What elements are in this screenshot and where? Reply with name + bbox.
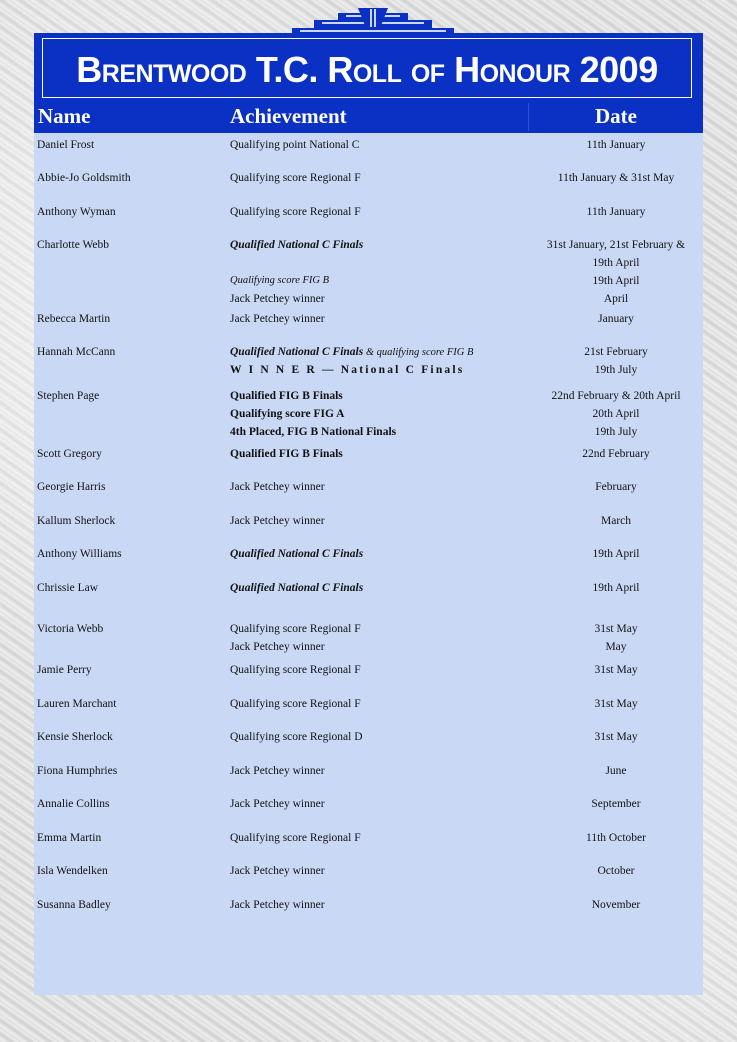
- date-cell: 31st May: [594, 623, 638, 635]
- row-line: [34, 405, 703, 423]
- date-cell: April: [603, 293, 629, 305]
- achievement-text: Qualified National C Finals: [230, 582, 364, 594]
- date-cell: October: [597, 865, 635, 877]
- row-line: [34, 829, 703, 847]
- achievement-cell: [230, 478, 325, 496]
- achievement-text: Jack Petchey winner: [230, 765, 325, 777]
- row-line: [34, 445, 703, 463]
- member-name: Victoria Webb: [37, 623, 104, 635]
- achievement-cell: [230, 695, 361, 713]
- member-name: Georgie Harris: [37, 481, 106, 493]
- date-cell: 21st February: [584, 346, 648, 358]
- achievement-text: Jack Petchey winner: [230, 481, 325, 493]
- achievement-cell: [230, 361, 464, 379]
- achievement-text: Qualifying score Regional F: [230, 172, 361, 184]
- achievement-cell: [230, 136, 359, 154]
- date-cell: May: [605, 641, 627, 653]
- member-name: Lauren Marchant: [37, 698, 117, 710]
- achievement-cell: [230, 512, 325, 530]
- row-line: [34, 862, 703, 880]
- row-line: [34, 728, 703, 746]
- row-line: [34, 290, 703, 308]
- row-line: [34, 254, 703, 272]
- date-cell: 31st January, 21st February &: [546, 239, 686, 251]
- member-name: Abbie-Jo Goldsmith: [37, 172, 131, 184]
- row-line: [34, 545, 703, 563]
- row-line: [34, 638, 703, 656]
- row-line: [34, 620, 703, 638]
- achievement-cell: [230, 620, 361, 638]
- achievement-cell: [230, 290, 325, 308]
- row-line: [34, 169, 703, 187]
- date-cell: 11th October: [586, 832, 646, 844]
- member-name: Fiona Humphries: [37, 765, 118, 777]
- art-deco-ornament: [292, 6, 454, 36]
- row-line: [34, 478, 703, 496]
- achievement-note: & qualifying score FIG B: [363, 347, 474, 358]
- date-cell: 31st May: [594, 731, 638, 743]
- achievement-text: Qualified National C Finals: [230, 239, 364, 251]
- member-name: Anthony Williams: [37, 548, 122, 560]
- achievement-text: Qualifying score FIG A: [230, 408, 345, 420]
- achievement-cell: [230, 343, 473, 362]
- row-line: [34, 361, 703, 379]
- achievement-cell: [230, 387, 343, 405]
- achievement-cell: [230, 795, 325, 813]
- achievement-cell: [230, 762, 325, 780]
- achievement-cell: [230, 862, 325, 880]
- member-name: Stephen Page: [37, 390, 100, 402]
- achievement-cell: [230, 896, 325, 914]
- date-cell: 11th January & 31st May: [557, 172, 675, 184]
- date-cell: November: [591, 899, 641, 911]
- achievement-cell: [230, 203, 361, 221]
- achievement-cell: [230, 728, 363, 746]
- member-name: Kallum Sherlock: [37, 515, 116, 527]
- member-name: Hannah McCann: [37, 346, 116, 358]
- date-cell: 11th January: [586, 139, 646, 151]
- member-name: Rebecca Martin: [37, 313, 111, 325]
- date-cell: 19th July: [594, 364, 638, 376]
- date-cell: 20th April: [592, 408, 640, 420]
- achievement-text: W I N N E R — National C Finals: [230, 364, 465, 376]
- roll-panel: [34, 33, 703, 995]
- achievement-cell: [230, 445, 343, 463]
- honour-table: [34, 33, 703, 995]
- achievement-text: Qualified National C Finals: [230, 548, 364, 560]
- achievement-text: Jack Petchey winner: [230, 515, 325, 527]
- achievement-text: Qualified FIG B Finals: [230, 390, 343, 402]
- achievement-text: Qualified National C Finals: [230, 346, 364, 358]
- achievement-cell: [230, 169, 361, 187]
- row-line: [34, 661, 703, 679]
- member-name: Susanna Badley: [37, 899, 111, 911]
- achievement-cell: [230, 829, 361, 847]
- achievement-text: Jack Petchey winner: [230, 293, 325, 305]
- achievement-cell: [230, 661, 361, 679]
- row-line: [34, 512, 703, 530]
- achievement-cell: [230, 638, 325, 656]
- row-line: [34, 136, 703, 154]
- date-cell: June: [605, 765, 627, 777]
- date-cell: 11th January: [586, 206, 646, 218]
- achievement-text: 4th Placed, FIG B National Finals: [230, 426, 397, 438]
- member-name: Isla Wendelken: [37, 865, 108, 877]
- row-line: [34, 272, 703, 290]
- date-cell: March: [600, 515, 631, 527]
- page-title: Brentwood T.C. Roll of Honour 2009: [76, 49, 658, 90]
- achievement-cell: [230, 423, 396, 441]
- row-line: [34, 695, 703, 713]
- member-name: Chrissie Law: [37, 582, 99, 594]
- date-cell: 22nd February: [582, 448, 650, 460]
- achievement-text: Qualifying point National C: [230, 139, 360, 151]
- member-name: Annalie Collins: [37, 798, 110, 810]
- achievement-cell: [230, 236, 363, 254]
- header-date: Date: [595, 104, 637, 128]
- achievement-cell: [230, 545, 363, 563]
- row-line: [34, 579, 703, 597]
- achievement-cell: [230, 310, 325, 328]
- row-line: [34, 203, 703, 221]
- member-name: Emma Martin: [37, 832, 102, 844]
- row-line: [34, 795, 703, 813]
- row-line: [34, 896, 703, 914]
- achievement-text: Qualified FIG B Finals: [230, 448, 343, 460]
- member-name: Charlotte Webb: [37, 239, 109, 251]
- achievement-text: Qualifying score Regional F: [230, 623, 361, 635]
- date-cell: 19th April: [592, 582, 640, 594]
- row-line: [34, 387, 703, 405]
- achievement-text: Qualifying score FIG B: [230, 275, 330, 286]
- achievement-text: Jack Petchey winner: [230, 899, 325, 911]
- achievement-text: Jack Petchey winner: [230, 313, 325, 325]
- date-cell: September: [591, 798, 641, 810]
- date-cell: 19th April: [592, 275, 640, 287]
- row-line: [34, 236, 703, 254]
- row-line: [34, 423, 703, 441]
- date-cell: 22nd February & 20th April: [551, 390, 681, 402]
- achievement-cell: [230, 405, 344, 423]
- row-line: [34, 310, 703, 328]
- date-cell: 31st May: [594, 698, 638, 710]
- header-name: Name: [38, 104, 91, 128]
- member-name: Scott Gregory: [37, 448, 102, 460]
- member-name: Anthony Wyman: [37, 206, 116, 218]
- achievement-text: Qualifying score Regional F: [230, 664, 361, 676]
- row-line: [34, 343, 703, 361]
- date-cell: February: [595, 481, 637, 493]
- achievement-text: Qualifying score Regional F: [230, 698, 361, 710]
- achievement-text: Jack Petchey winner: [230, 641, 325, 653]
- achievement-text: Qualifying score Regional F: [230, 206, 361, 218]
- achievement-text: Qualifying score Regional D: [230, 731, 363, 743]
- achievement-cell: [230, 272, 329, 290]
- member-name: Daniel Frost: [37, 139, 95, 151]
- date-cell: 19th July: [594, 426, 638, 438]
- achievement-text: Jack Petchey winner: [230, 798, 325, 810]
- date-cell: 31st May: [594, 664, 638, 676]
- achievement-text: Jack Petchey winner: [230, 865, 325, 877]
- member-name: Kensie Sherlock: [37, 731, 113, 743]
- date-cell: 19th April: [592, 548, 640, 560]
- header-achievement: Achievement: [230, 104, 347, 128]
- achievement-cell: [230, 579, 363, 597]
- date-cell: January: [598, 313, 634, 325]
- row-line: [34, 762, 703, 780]
- achievement-text: Qualifying score Regional F: [230, 832, 361, 844]
- date-cell: 19th April: [592, 257, 640, 269]
- member-name: Jamie Perry: [37, 664, 92, 676]
